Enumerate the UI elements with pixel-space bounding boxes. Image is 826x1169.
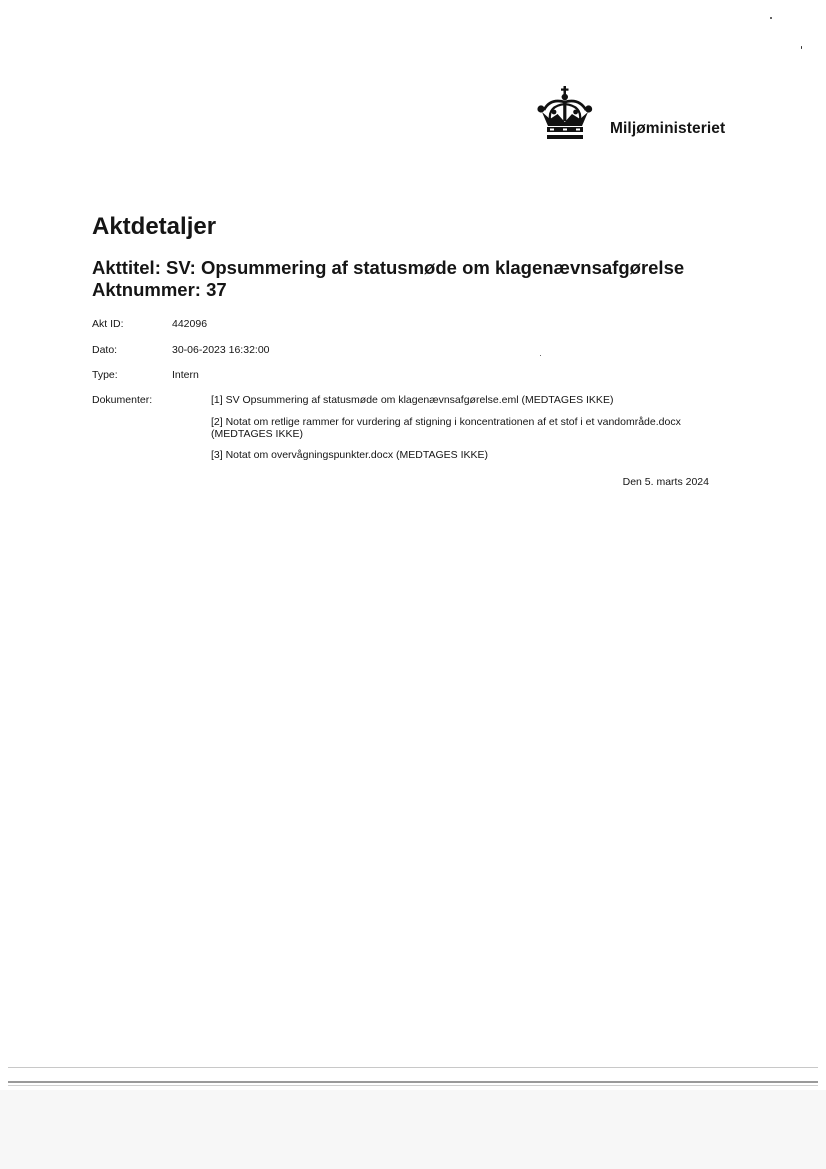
document-number: Aktnummer: 37 <box>92 279 227 300</box>
document-title-block <box>92 257 684 301</box>
scan-line <box>8 1085 818 1086</box>
akt-id-value: 442096 <box>172 318 208 330</box>
document-title: Akttitel: SV: Opsummering af statusmøde om klagenævnsafgørelse <box>92 257 685 278</box>
ministry-name: Miljøministeriet <box>610 120 726 137</box>
dato-value: 30-06-2023 16:32:00 <box>172 344 270 356</box>
document-item[interactable]: [3] Notat om overvågningspunkter.docx (MEDTAGES IKKE) <box>211 449 489 461</box>
scan-line <box>8 1067 818 1068</box>
scan-speck <box>540 355 541 356</box>
print-date: Den 5. marts 2024 <box>622 476 709 488</box>
type-label: Type: <box>92 369 118 381</box>
royal-crown-emblem-icon <box>536 86 594 142</box>
type-value: Intern <box>172 369 199 381</box>
document-item[interactable]: [1] SV Opsummering af statusmøde om klagenævnsafgørelse.eml (MEDTAGES IKKE) <box>211 394 614 406</box>
scan-speck <box>801 46 802 49</box>
dokumenter-label: Dokumenter: <box>92 394 153 406</box>
document-item[interactable]: [2] Notat om retlige rammer for vurdering af stigning i koncentrationen af et stof i et vandområde.docx (MEDTAGES IKKE) <box>211 416 681 440</box>
page-title: Aktdetaljer <box>92 213 217 240</box>
akt-id-label: Akt ID: <box>92 318 124 330</box>
scan-speck <box>770 17 772 19</box>
scan-line <box>8 1081 818 1083</box>
ministry-logo <box>536 86 736 142</box>
scan-smudge <box>0 1090 826 1169</box>
dato-label: Dato: <box>92 344 118 356</box>
